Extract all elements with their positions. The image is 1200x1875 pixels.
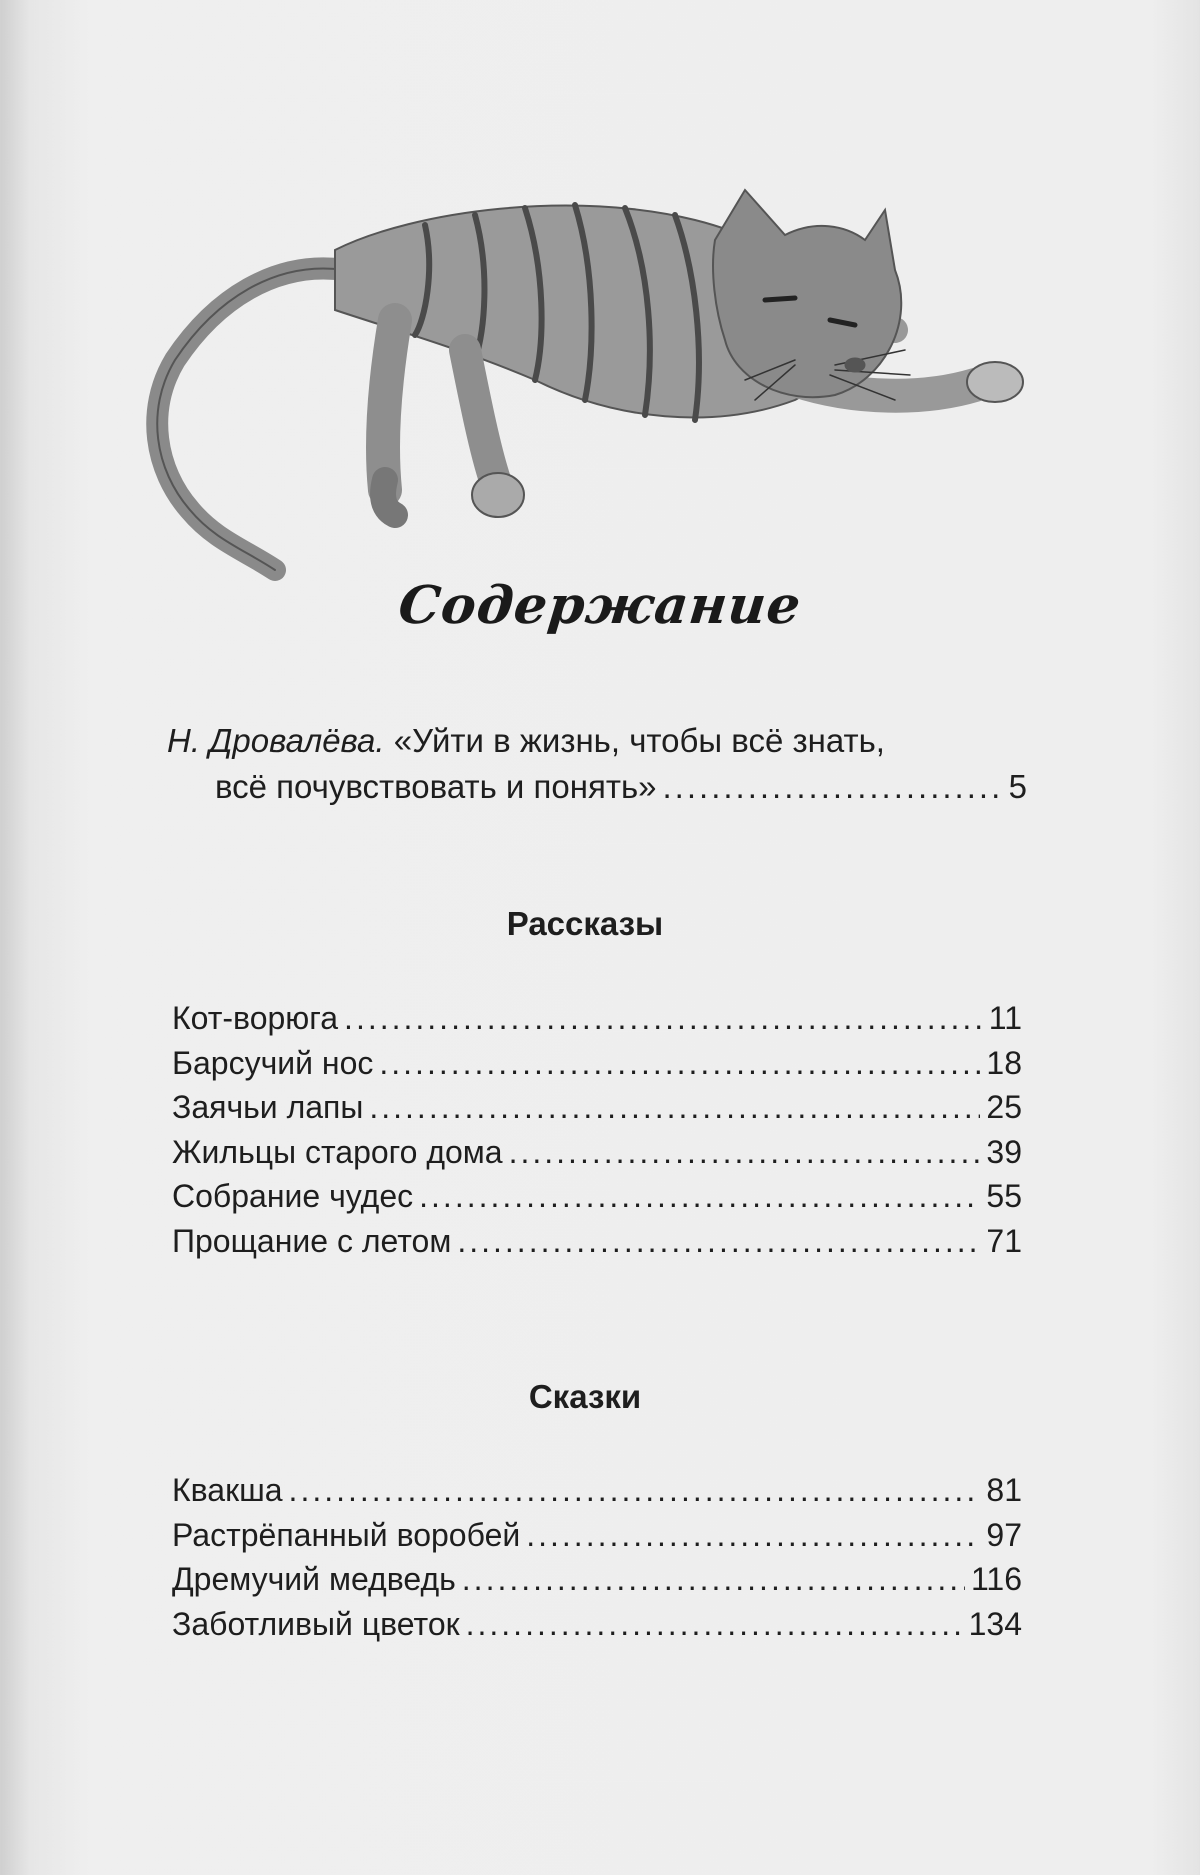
entry-title: Заячьи лапы: [172, 1089, 364, 1125]
intro-title-line1: «Уйти в жизнь, чтобы всё знать,: [393, 722, 885, 759]
entry-page: 39: [986, 1133, 1022, 1170]
toc-entry: [172, 1178, 1022, 1223]
entry-page: 116: [970, 1561, 1022, 1597]
leader-dots: [462, 1561, 965, 1598]
toc-entry: [172, 1223, 1022, 1268]
intro-page: 5: [1008, 768, 1027, 805]
entry-page: 55: [986, 1178, 1022, 1214]
entry-title: Барсучий нос: [172, 1044, 374, 1081]
leader-dots: [379, 1045, 980, 1082]
toc-entry: [172, 1045, 1022, 1090]
leader-dots: [663, 764, 1003, 810]
leader-dots: [419, 1178, 980, 1215]
cat-illustration: [95, 150, 1065, 590]
intro-line-2: [167, 764, 1027, 810]
leader-dots: [526, 1517, 980, 1554]
entry-title: Заботливый цветок: [172, 1605, 460, 1642]
entry-title: Дремучий медведь: [172, 1561, 456, 1597]
toc-entry: [172, 1472, 1022, 1517]
entry-page: 134: [968, 1605, 1022, 1642]
toc-entry: [172, 1134, 1022, 1179]
entry-title: Прощание с летом: [172, 1222, 452, 1259]
toc-entry: [172, 1561, 1022, 1606]
leader-dots: [344, 1000, 983, 1037]
leader-dots: [369, 1089, 980, 1126]
entry-page: 11: [988, 1000, 1022, 1036]
entry-title: Квакша: [172, 1472, 283, 1508]
leader-dots: [457, 1223, 980, 1260]
entry-page: 81: [986, 1472, 1022, 1508]
section-heading-stories: Рассказы: [506, 905, 664, 942]
toc-list-tales: [172, 1472, 1022, 1650]
intro-title-line2: всё почувствовать и понять»: [215, 768, 657, 805]
toc-intro-entry: [167, 718, 1027, 810]
toc-entry: [172, 1517, 1022, 1562]
intro-author: Н. Дровалёва.: [167, 722, 385, 759]
toc-entry: [172, 1000, 1022, 1045]
page-title: Содержание: [395, 575, 805, 636]
entry-title: Кот-ворюга: [172, 1000, 339, 1036]
toc-entry: [172, 1089, 1022, 1134]
intro-line-1: [167, 718, 1027, 764]
entry-page: 71: [986, 1222, 1022, 1259]
leader-dots: [509, 1134, 981, 1171]
section-heading-tales: Сказки: [528, 1378, 642, 1415]
entry-page: 18: [986, 1044, 1022, 1081]
toc-list-stories: [172, 1000, 1022, 1267]
entry-title: Собрание чудес: [172, 1178, 414, 1214]
entry-page: 97: [986, 1516, 1022, 1553]
leader-dots: [466, 1606, 963, 1643]
entry-page: 25: [986, 1089, 1022, 1125]
toc-entry: [172, 1606, 1022, 1651]
entry-title: Растрёпанный воробей: [172, 1516, 521, 1553]
leader-dots: [289, 1472, 981, 1509]
entry-title: Жильцы старого дома: [172, 1133, 503, 1170]
